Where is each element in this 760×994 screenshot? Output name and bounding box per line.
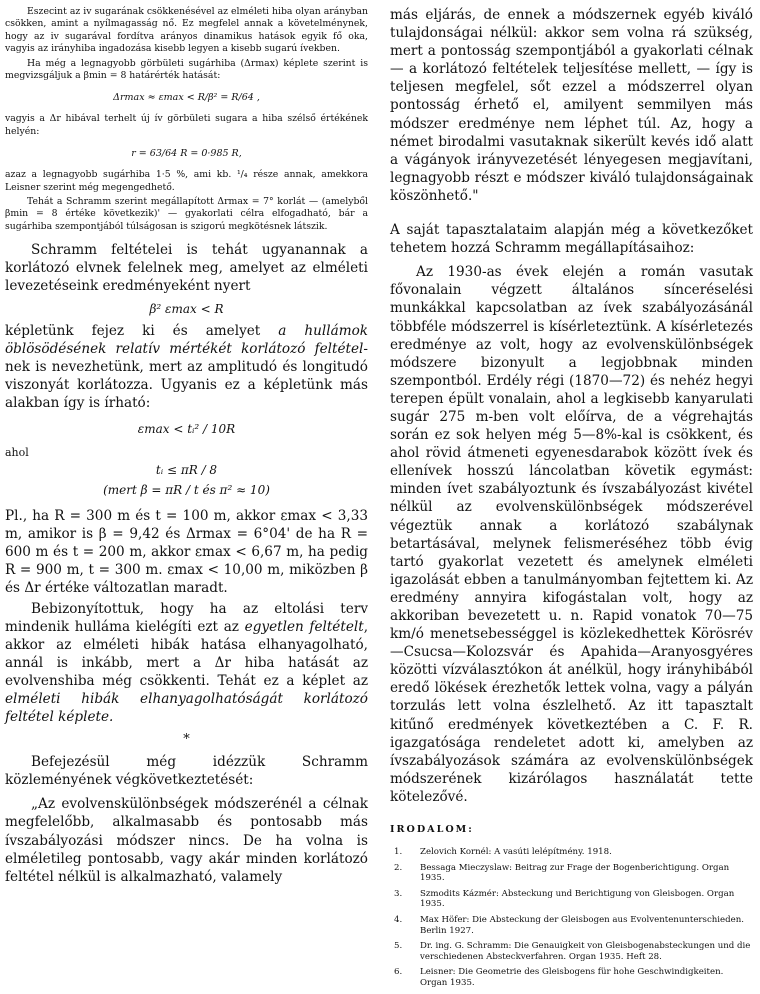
section-separator: *	[183, 732, 190, 748]
emphasis-text: egyetlen feltételt	[244, 618, 364, 635]
label-ahol: ahol	[5, 446, 29, 460]
paragraph-max-radius-error: Ha még a legnagyobb görbületi sugárhiba (Δrmax) képlete szerint is megvizsgáljuk a βmin = 8 határérték hatását:	[5, 57, 368, 82]
paragraph-schramm-conditions: Schramm feltételei is tehát ugyanannak a korlátozó elvnek felelnek meg, amelyet az elméleti levezetéseink eredményeként nyert	[5, 242, 368, 295]
paragraph-leisner-limit: azaz a legnagyobb sugárhiba 1·5 %, ami kb. ¹/₄ része annak, amekkora Leisner szerint még megengedhető.	[5, 169, 368, 193]
paragraph-new-radius: vagyis a Δr hibával terhelt új ív görbületi sugara a hiba szélső értékének helyén:	[5, 113, 368, 137]
reference-text: Bessaga Mieczyslaw: Beitrag zur Frage der Bogenberichtigung. Organ 1935.	[420, 862, 730, 884]
reference-item	[390, 889, 753, 910]
paragraph-own-experience: A saját tapasztalataim alapján még a következőket tehetem hozzá Schramm megállapításaihoz:	[390, 222, 753, 257]
paragraph-example: Pl., ha R = 300 m és t = 100 m, akkor εmax < 3,33 m, amikor is β = 9,42 és Δrmax = 6°04' de ha R = 600 m és t = 200 m, akkor εmax < 6,67 m, ha pedig R = 900 m, t = 300 m. εmax < 10,00 m, miközben β és Δr értéke változatlan maradt.	[5, 508, 368, 597]
formula-beta-definition: (mert β = πR / t és π² ≈ 10)	[103, 483, 270, 498]
paragraph-radius-error: Eszecint az iv sugarának csökkenésével az elméleti hiba olyan arányban csökken, amint a nyílmagasság nő. Ez megfelel annak a követelménynek, hogy az iv sugarával fordítva arányos dinamikus hatások egyik fő oka, vagyis az irányhiba ingadozása kisebb legyen a kisebb sugarú ívekben.	[5, 6, 368, 55]
reference-text: Leisner: Die Geometrie des Gleisbogens für hohe Geschwindigkeiten. Organ 1935.	[420, 967, 724, 988]
formula-radius-error: Δrmax ≈ εmax < R/β² = R/64 ,	[113, 92, 260, 104]
text-span: képletünk fejez ki és amelyet	[5, 322, 279, 339]
right-column	[390, 6, 753, 994]
text-span: -nek is nevezhetünk, mert az amplitudó és longitudó viszonyát korlátozza. Ugyanis ez a képletünk más alakban így is írható:	[5, 340, 368, 411]
reference-number: 4.	[394, 915, 403, 925]
formula-wave-length: tᵢ ≤ πR / 8	[155, 463, 218, 478]
reference-number: 1.	[394, 847, 403, 858]
paragraph-conclusion-intro: Befejezésül még idézzük Schramm közleményének végkövetkeztetését:	[5, 754, 368, 789]
reference-number: 3.	[394, 888, 403, 899]
text-span: , akkor az elméleti hibák hatása elhanyagolható, annál is inkább, mert a Δr hiba hatását az evolvenshiba még csökkenti. Tehát ez a képlet az	[5, 618, 369, 689]
formula-new-radius: r = 63/64 R = 0·985 R,	[131, 148, 242, 160]
reference-text: Dr. ing. G. Schramm: Die Genauigkeit von Gleisbogenabsteckungen und die verschiedenen Absteckverfahren. Organ 1935. Heft 28.	[420, 941, 751, 962]
reference-number: 2.	[394, 862, 403, 873]
reference-text: Zelovich Kornél: A vasúti lelépítmény. 1918.	[420, 847, 612, 858]
reference-item	[390, 915, 753, 936]
formula-max-deviation: εmax < tᵢ² / 10R	[137, 422, 236, 437]
reference-item	[390, 941, 753, 962]
references-list	[390, 847, 753, 989]
emphasis-text: a hullámok öblösödésének relatív mértékét korlátozó feltétel	[5, 322, 369, 357]
reference-number: 6.	[394, 967, 403, 978]
reference-number: 5.	[394, 941, 403, 952]
left-column	[5, 6, 368, 886]
formula-basic-condition: β² εmax < R	[149, 301, 224, 316]
reference-item	[390, 847, 753, 858]
references-heading: IRODALOM:	[390, 824, 474, 836]
reference-item	[390, 967, 753, 988]
paragraph-quote: „Az evolvenskülönbségek módszerénél a célnak megfelelőbb, alkalmasabb és pontosabb más ívszabályozási módszer nincs. De ha volna is elméletileg pontosabb, vagy akár minden korlátozó feltétel nélkül is alkalmazható, valamely	[5, 796, 368, 885]
reference-item	[390, 863, 753, 884]
emphasis-text: elméleti hibák elhanyagolhatóságát korlátozó feltétel képlete.	[5, 690, 368, 726]
paragraph-proof	[5, 600, 368, 727]
reference-text: Szmodits Kázmér: Absteckung und Berichtigung von Gleisbogen. Organ 1935.	[420, 888, 735, 910]
paragraph-quote-continued: más eljárás, de ennek a módszernek egyéb kiváló tulajdonságai nélkül: akkor sem volna rá szükség, mert a pontosság szempontjából a gyakorlati célnak — a korlátozó feltételek teljesítése mellett, — így is teljesen megfelel, sőt ezzel a módszerrel olyan pontosság érhető el, amilyent semmilyen más módszer eredménye nem léphet túl. Az, hogy a német birodalmi vasutaknak sikerült kevés idő alatt a vágányok irányvezetését lényegesen megjavítani, legnagyobb részt e módszer kiváló tulajdonságainak köszönhető."	[390, 7, 753, 204]
paragraph-romanian-railways: Az 1930-as évek elején a román vasutak fővonalain végzett általános sínceréselési munkákkal kapcsolatban az ívek szabályozásánál többféle módszerrel is kísérleteztünk. A kísérletezés eredménye az volt, hogy az evolvenskülönbségek módszere bizonyult a legjobbnak minden szempontból. Erdély régi (1870—72) és nehéz hegyi terepen épült vonalain, ahol a legkisebb kanyarulati sugár 275 m-ben volt előírva, de a végrehajtás során ez sok helyen még 5—8%-kal is csökkent, és ahol rövid átmeneti egyenesdarabok között ívek és ellenívek hosszú láncolatban követik egymást: minden ívet szabályoztunk és ívszabályozást kivétel nélkül az evolvenskülönbségek módszerével végeztük annak a korlátozó szabálynak betartásával, melynek felismeréséhez több évig tartó gyakorlat vezetett és amelynek elméleti igazolását ebben a tanulmányomban fejtettem ki. Az eredmény annyira kifogástalan volt, hogy az akkoriban bevezetett u. n. Rapid vonatok 70—75 km/ó menetsebességgel is közlekedhettek Körösrév—Csucsa—Kolozsvár és Apahida—Aranyosgyéres közötti vízválasztókon át anélkül, hogy irányhibából eredő lökések érezhetők lettek volna, vagy a pályán torzulás lett volna észlelhető. Az itt tapasztalt kitűnő eredmények következtében a C. F. R. igazgatósága rendeletet adott ki, amelyben az ívszabályozások számára az evolvenskülönbségek módszerének kizárólagos használatát tette kötelezővé.	[390, 264, 753, 805]
reference-text: Max Höfer: Die Absteckung der Gleisbogen aus Evolventenunterschieden. Berlin 1927.	[420, 915, 744, 936]
paragraph-formula-expression	[5, 322, 368, 412]
paragraph-schramm-limit: Tehát a Schramm szerint megállapított Δrmax = 7° korlát — (amelyből βmin = 8 értéke következik)' — gyakorlati célra elfogadható, bár a sugárhiba szempontjából túlságosan is szigorú megkötésnek látszik.	[5, 196, 368, 232]
text-span: Bebizonyítottuk, hogy ha az eltolási terv mindenik hulláma kielégíti ezt az	[5, 600, 368, 635]
